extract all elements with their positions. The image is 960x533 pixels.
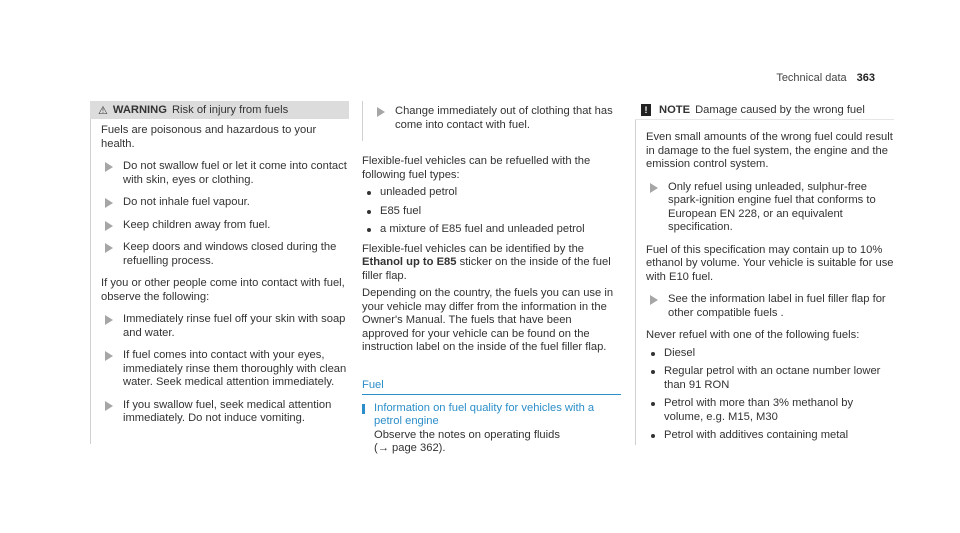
fuel-type-item: E85 fuel: [362, 205, 621, 219]
warning-header: [90, 101, 349, 119]
note-body: [635, 120, 894, 445]
label-bullet: See the information label in fuel filler flap for other compatible fuels .: [646, 293, 894, 320]
section-title: Technical data: [776, 72, 847, 84]
note-title: Damage caused by the wrong fuel: [695, 104, 865, 116]
fuel-type-item: a mixture of E85 fuel and unleaded petrol: [362, 223, 621, 237]
fuel-type-item: unleaded petrol: [362, 186, 621, 200]
fuel-quality-link[interactable]: Information on fuel quality for vehicles with a petrol engine: [374, 401, 595, 427]
column-right: [635, 101, 894, 445]
fuel-type-list: [362, 186, 621, 237]
contact-paragraph: If you or other people come into contact with fuel, observe the following:: [101, 277, 345, 303]
contact-bullet: If fuel comes into contact with your eyes, immediately rinse them thoroughly with clean water. Seek medical attention immediately.: [101, 349, 349, 390]
warning-body: [90, 119, 349, 444]
sticker-name: Ethanol up to E85: [362, 256, 457, 268]
note-label: NOTE: [659, 104, 691, 116]
warning-bullet: Do not swallow fuel or let it come into contact with skin, eyes or clothing.: [101, 160, 349, 187]
identify-text-end: sticker on the inside of the fuel filler flap.: [362, 256, 611, 282]
contact-bullet: If you swallow fuel, seek medical attention immediately. Do not induce vomiting.: [101, 399, 349, 426]
note-header: [635, 101, 894, 120]
column-left: [90, 101, 349, 444]
forbidden-fuel-list: [646, 347, 894, 443]
flex-fuel-intro: Flexible-fuel vehicles can be refuelled with the following fuel types:: [362, 155, 591, 181]
clothing-bullet: Change immediately out of clothing that has come into contact with fuel.: [373, 105, 621, 132]
page-header: [776, 72, 875, 84]
page-reference[interactable]: (→ page 362).: [374, 442, 446, 454]
identify-paragraph: [362, 243, 621, 284]
column-middle: [362, 101, 621, 456]
forbidden-fuel-item: Diesel: [646, 347, 894, 361]
contact-bullet: Immediately rinse fuel off your skin with soap and water.: [101, 313, 349, 340]
observe-text: Observe the notes on operating fluids: [374, 428, 560, 441]
forbidden-fuel-item: Petrol with additives containing metal: [646, 429, 894, 443]
note-exclamation-icon: !: [641, 104, 651, 116]
warning-bullet: Keep doors and windows closed during the refuelling process.: [101, 241, 349, 268]
fuel-section-heading: Fuel: [362, 379, 621, 395]
fuel-quality-link-row: [362, 402, 621, 456]
never-paragraph: Never refuel with one of the following fuels:: [646, 329, 860, 341]
note-text: Even small amounts of the wrong fuel could result in damage to the fuel system, the engine and the emission control system.: [646, 131, 893, 170]
warning-bullet: Keep children away from fuel.: [101, 219, 349, 233]
country-paragraph: Depending on the country, the fuels you can use in your vehicle may differ from the information in the Owner's Manual. The fuels that have been approved for your vehicle can be found on the instruction label on the inside of the fuel filler flap.: [362, 287, 614, 353]
warning-label: WARNING: [112, 104, 167, 116]
warning-intro: Fuels are poisonous and hazardous to your health.: [101, 124, 317, 150]
forbidden-fuel-item: Petrol with more than 3% methanol by volume, e.g. M15, M30: [646, 397, 894, 424]
warning-continuation: [362, 101, 621, 141]
warning-bullet: Do not inhale fuel vapour.: [101, 196, 349, 210]
identify-text: Flexible-fuel vehicles can be identified by the: [362, 242, 585, 255]
warning-triangle-icon: ⚠: [98, 104, 108, 117]
page-number: 363: [856, 72, 875, 84]
warning-title: Risk of injury from fuels: [171, 104, 289, 116]
spec-paragraph: Fuel of this specification may contain up to 10% ethanol by volume. Your vehicle is suitable for use with E10 fuel.: [646, 243, 894, 283]
note-bullet: Only refuel using unleaded, sulphur-free spark-ignition engine fuel that conforms to European EN 228, or an equivalent specification.: [646, 181, 894, 235]
forbidden-fuel-item: Regular petrol with an octane number lower than 91 RON: [646, 365, 894, 392]
